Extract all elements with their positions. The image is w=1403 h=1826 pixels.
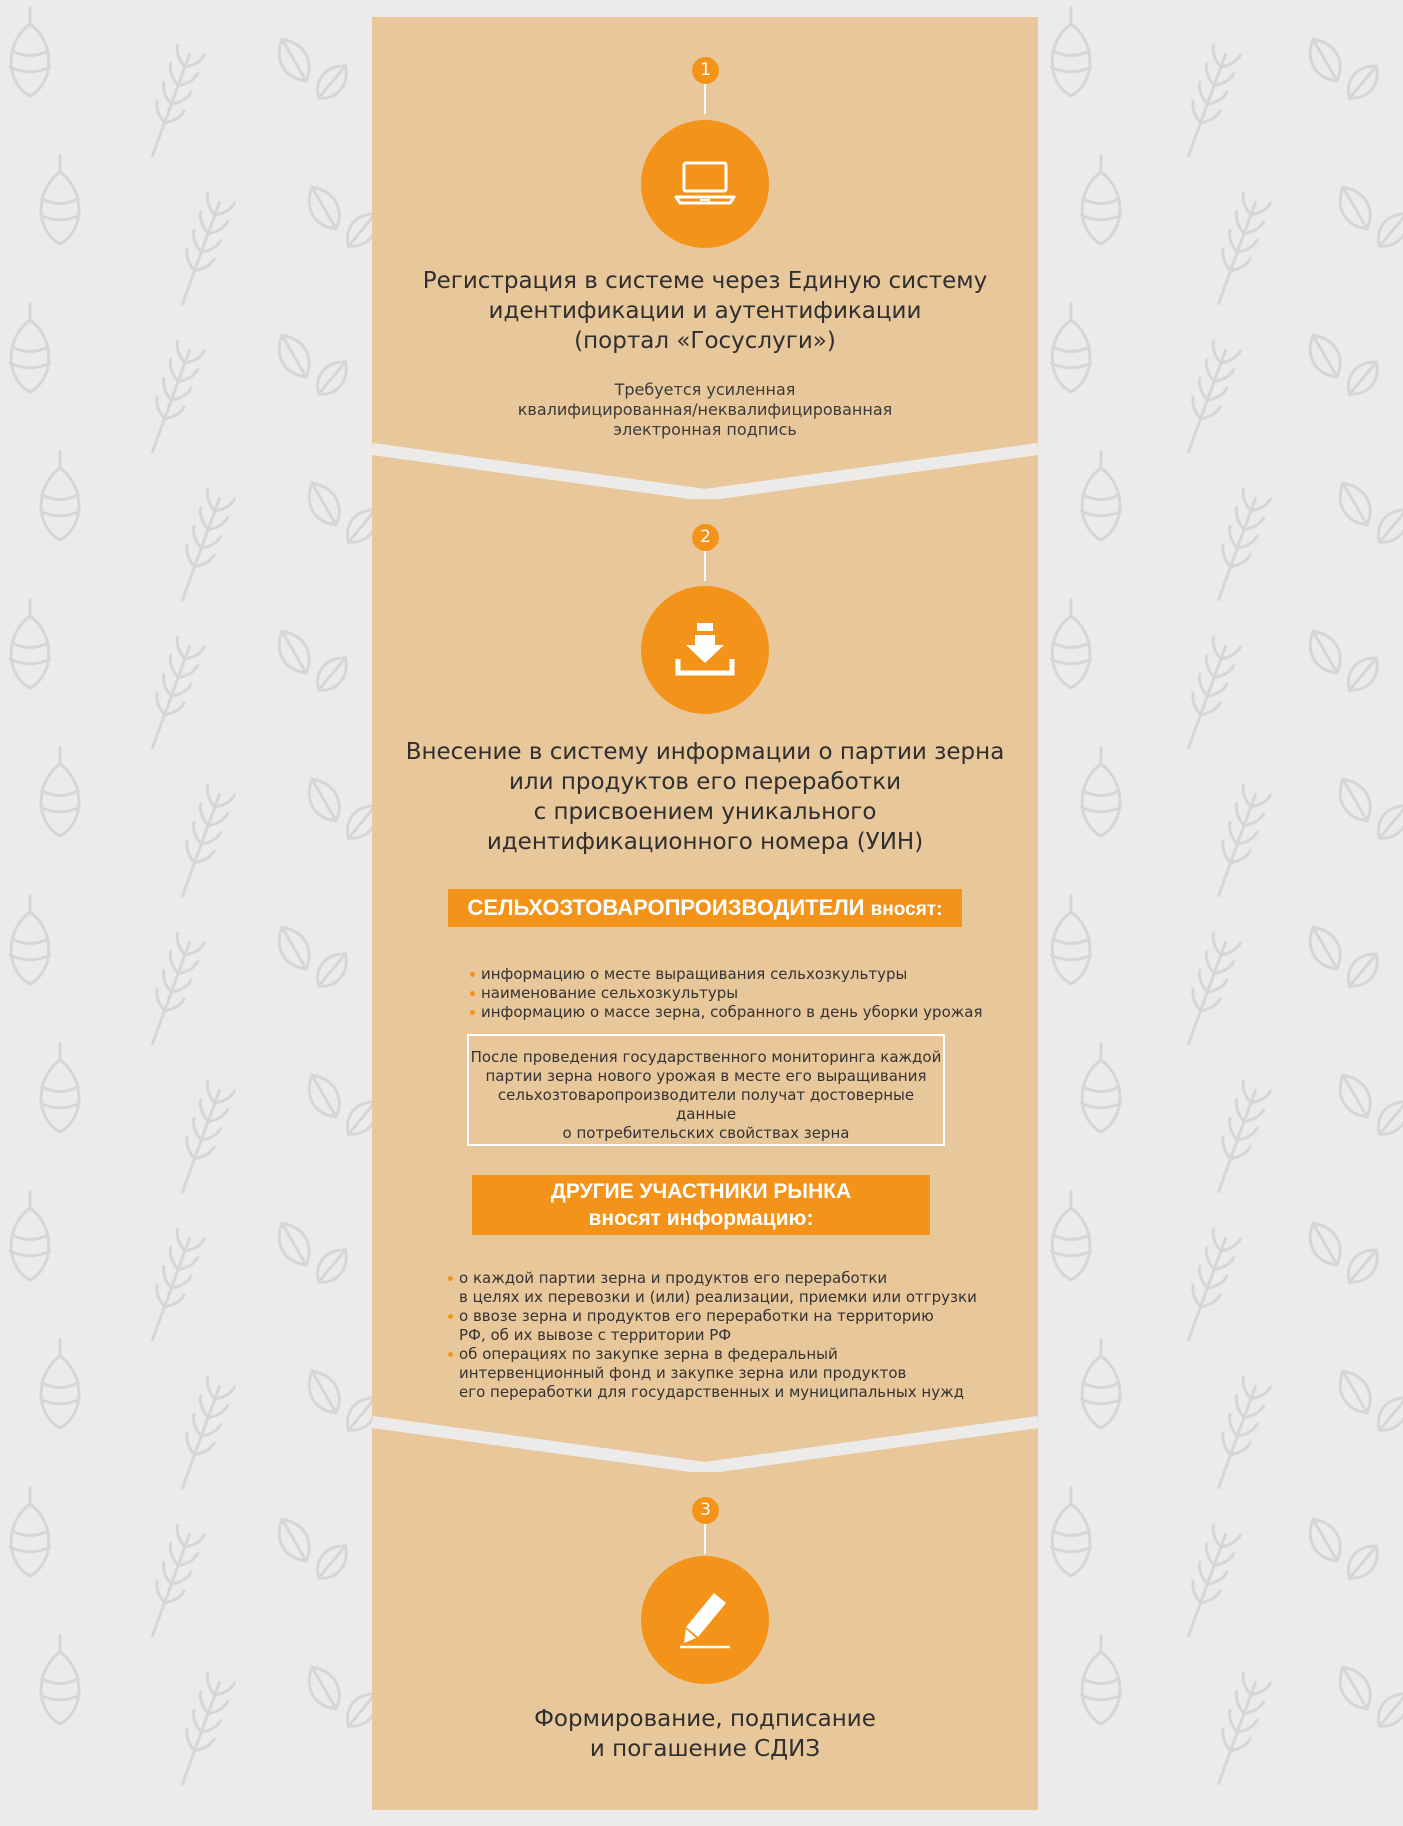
other-participants-subheading: вносят информацию: [588,1207,814,1230]
producers-list [470,965,990,1022]
other-participants-list [448,1269,1008,1402]
list-item: о ввозе зерна и продуктов его переработки на территорию РФ, об их вывозе с территории РФ [448,1307,1008,1345]
step-3-connector [704,1524,706,1554]
other-participants-heading: ДРУГИЕ УЧАСТНИКИ РЫНКА [550,1180,852,1203]
producers-heading: СЕЛЬХОЗТОВАРОПРОИЗВОДИТЕЛИ [467,895,865,920]
step-3-icon-circle [641,1556,769,1684]
step-2-title: Внесение в систему информации о партии зерна или продуктов его переработки с присвоением уникального идентификационного номера (УИН) [405,739,1005,855]
list-item: об операциях по закупке зерна в федеральный интервенционный фонд и закупке зерна или продуктов его переработки для государственных и муниципальных нужд [448,1345,1008,1402]
step-divider-1 [372,429,1038,499]
step-2-icon-circle [641,586,769,714]
laptop-icon [670,149,740,219]
step-1-title: Регистрация в системе через Единую систему идентификации и аутентификации (портал «Госуслуги») [422,268,988,354]
list-item: наименование сельхозкультуры [470,984,990,1003]
step-3-title: Формирование, подписание и погашение СДИЗ [534,1706,876,1762]
step-1-signature-note: Требуется усиленная квалифицированная/неквалифицированная электронная подпись [517,380,893,439]
step-1-icon-circle [641,120,769,248]
download-icon [670,615,740,685]
list-item: о каждой партии зерна и продуктов его переработки в целях их перевозки и (или) реализации, приемки или отгрузки [448,1269,1008,1307]
step-2-connector [704,551,706,581]
hops-wheat-pattern-left [0,0,372,1826]
producers-heading-bar [448,889,962,927]
step-1-number: 1 [692,57,719,84]
step-3-number: 3 [692,1497,719,1524]
list-item: информацию о массе зерна, собранного в день уборки урожая [470,1003,990,1022]
producers-heading-suffix: вносят: [870,899,943,920]
step-2-number: 2 [692,524,719,551]
process-panel [372,17,1038,1810]
list-item: информацию о месте выращивания сельхозкультуры [470,965,990,984]
hops-wheat-pattern-right [1041,0,1403,1826]
other-participants-heading-bar [472,1175,930,1235]
step-1-connector [704,84,706,114]
step-divider-2 [372,1402,1038,1472]
pen-sign-icon [670,1585,740,1655]
monitoring-note-box: После проведения государственного мониторинга каждой партии зерна нового урожая в месте его выращивания сельхозтоваропроизводители получат достоверные данные о потребительских свойствах зерна [467,1034,945,1146]
